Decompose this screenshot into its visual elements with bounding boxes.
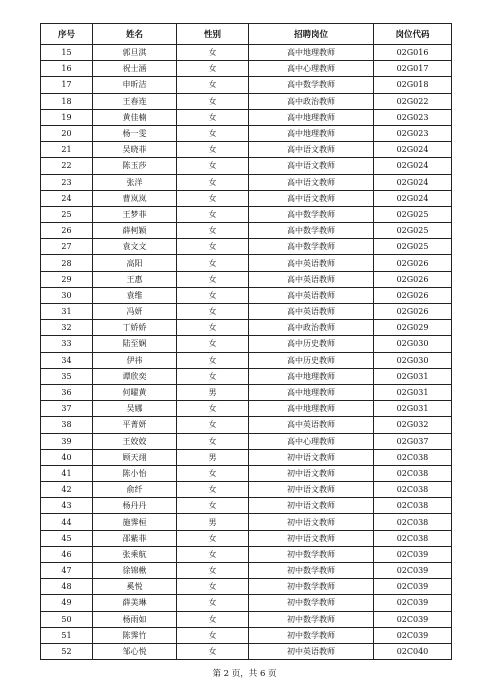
position-name: 初中语文教师 xyxy=(249,482,374,498)
position-name: 初中数学教师 xyxy=(249,563,374,579)
candidate-gender: 女 xyxy=(177,304,249,320)
position-name: 高中英语教师 xyxy=(249,255,374,271)
table-row xyxy=(41,384,452,400)
position-code: 02G022 xyxy=(374,93,452,109)
candidate-gender: 女 xyxy=(177,643,249,659)
position-code: 02G026 xyxy=(374,271,452,287)
table-row xyxy=(41,223,452,239)
table-row xyxy=(41,93,452,109)
candidate-name: 冯妍 xyxy=(93,304,177,320)
position-code: 02C038 xyxy=(374,449,452,465)
header-index: 序号 xyxy=(41,24,93,45)
candidate-name: 吴娜 xyxy=(93,401,177,417)
candidate-name: 王梦菲 xyxy=(93,206,177,222)
table-row xyxy=(41,271,452,287)
position-name: 高中英语教师 xyxy=(249,304,374,320)
position-code: 02C039 xyxy=(374,595,452,611)
candidate-name: 袁文文 xyxy=(93,239,177,255)
candidate-gender: 女 xyxy=(177,158,249,174)
row-index: 33 xyxy=(41,336,93,352)
position-code: 02G029 xyxy=(374,320,452,336)
position-code: 02G031 xyxy=(374,384,452,400)
table-row xyxy=(41,368,452,384)
row-index: 27 xyxy=(41,239,93,255)
row-index: 47 xyxy=(41,563,93,579)
table-row xyxy=(41,45,452,61)
row-index: 36 xyxy=(41,384,93,400)
row-index: 25 xyxy=(41,206,93,222)
candidate-name: 平菁妍 xyxy=(93,417,177,433)
row-index: 51 xyxy=(41,627,93,643)
position-name: 初中数学教师 xyxy=(249,595,374,611)
header-name: 姓名 xyxy=(93,24,177,45)
candidate-name: 王姣姣 xyxy=(93,433,177,449)
table-row xyxy=(41,61,452,77)
candidate-gender: 女 xyxy=(177,417,249,433)
position-name: 高中地理教师 xyxy=(249,401,374,417)
position-name: 初中数学教师 xyxy=(249,627,374,643)
candidate-name: 陈玉莎 xyxy=(93,158,177,174)
position-code: 02C039 xyxy=(374,627,452,643)
row-index: 32 xyxy=(41,320,93,336)
candidate-name: 陈霁竹 xyxy=(93,627,177,643)
position-name: 高中政治教师 xyxy=(249,93,374,109)
table-row xyxy=(41,125,452,141)
row-index: 19 xyxy=(41,109,93,125)
candidate-name: 吴晓菲 xyxy=(93,142,177,158)
row-index: 17 xyxy=(41,77,93,93)
candidate-gender: 女 xyxy=(177,563,249,579)
table-row xyxy=(41,417,452,433)
candidate-name: 高阳 xyxy=(93,255,177,271)
candidate-name: 张乘航 xyxy=(93,546,177,562)
position-name: 高中英语教师 xyxy=(249,287,374,303)
candidate-name: 袁维 xyxy=(93,287,177,303)
position-code: 02G023 xyxy=(374,109,452,125)
row-index: 24 xyxy=(41,190,93,206)
row-index: 46 xyxy=(41,546,93,562)
position-name: 高中地理教师 xyxy=(249,45,374,61)
position-name: 高中政治教师 xyxy=(249,320,374,336)
candidate-name: 陈小怡 xyxy=(93,465,177,481)
position-name: 初中数学教师 xyxy=(249,546,374,562)
candidate-gender: 女 xyxy=(177,465,249,481)
position-name: 高中心理教师 xyxy=(249,433,374,449)
table-row xyxy=(41,352,452,368)
row-index: 38 xyxy=(41,417,93,433)
table-row xyxy=(41,206,452,222)
position-code: 02G018 xyxy=(374,77,452,93)
position-code: 02C039 xyxy=(374,546,452,562)
row-index: 50 xyxy=(41,611,93,627)
position-name: 高中数学教师 xyxy=(249,239,374,255)
candidate-name: 黄佳楠 xyxy=(93,109,177,125)
position-code: 02G025 xyxy=(374,239,452,255)
candidate-gender: 女 xyxy=(177,125,249,141)
position-code: 02C040 xyxy=(374,643,452,659)
table-row xyxy=(41,336,452,352)
candidate-gender: 女 xyxy=(177,546,249,562)
position-code: 02G037 xyxy=(374,433,452,449)
position-name: 高中语文教师 xyxy=(249,158,374,174)
candidate-name: 奚悦 xyxy=(93,579,177,595)
row-index: 29 xyxy=(41,271,93,287)
position-code: 02C039 xyxy=(374,563,452,579)
row-index: 34 xyxy=(41,352,93,368)
row-index: 37 xyxy=(41,401,93,417)
candidate-name: 杨一雯 xyxy=(93,125,177,141)
candidate-name: 谭欣奕 xyxy=(93,368,177,384)
position-code: 02G024 xyxy=(374,190,452,206)
candidate-gender: 女 xyxy=(177,174,249,190)
position-code: 02G023 xyxy=(374,125,452,141)
position-code: 02G016 xyxy=(374,45,452,61)
candidate-name: 俞纤 xyxy=(93,482,177,498)
candidate-name: 杨丹丹 xyxy=(93,498,177,514)
header-position: 招聘岗位 xyxy=(249,24,374,45)
candidate-gender: 女 xyxy=(177,206,249,222)
row-index: 26 xyxy=(41,223,93,239)
position-code: 02G025 xyxy=(374,223,452,239)
table-row xyxy=(41,433,452,449)
position-code: 02G031 xyxy=(374,368,452,384)
table-row xyxy=(41,449,452,465)
position-code: 02C038 xyxy=(374,465,452,481)
table-row xyxy=(41,255,452,271)
row-index: 20 xyxy=(41,125,93,141)
candidate-table xyxy=(40,23,452,660)
candidate-name: 何曜黄 xyxy=(93,384,177,400)
position-name: 初中语文教师 xyxy=(249,498,374,514)
position-code: 02C038 xyxy=(374,530,452,546)
candidate-gender: 女 xyxy=(177,368,249,384)
position-name: 高中地理教师 xyxy=(249,384,374,400)
table-row xyxy=(41,627,452,643)
candidate-name: 顾天翊 xyxy=(93,449,177,465)
table-row xyxy=(41,190,452,206)
table-row xyxy=(41,514,452,530)
candidate-gender: 女 xyxy=(177,93,249,109)
position-name: 高中语文教师 xyxy=(249,142,374,158)
row-index: 21 xyxy=(41,142,93,158)
row-index: 42 xyxy=(41,482,93,498)
row-index: 31 xyxy=(41,304,93,320)
row-index: 35 xyxy=(41,368,93,384)
position-code: 02G030 xyxy=(374,336,452,352)
candidate-name: 郭旦淇 xyxy=(93,45,177,61)
position-code: 02G026 xyxy=(374,255,452,271)
candidate-gender: 女 xyxy=(177,320,249,336)
row-index: 28 xyxy=(41,255,93,271)
position-name: 高中历史教师 xyxy=(249,336,374,352)
candidate-gender: 男 xyxy=(177,449,249,465)
position-code: 02G026 xyxy=(374,287,452,303)
row-index: 52 xyxy=(41,643,93,659)
position-code: 02G026 xyxy=(374,304,452,320)
candidate-gender: 女 xyxy=(177,223,249,239)
candidate-name: 王春连 xyxy=(93,93,177,109)
row-index: 40 xyxy=(41,449,93,465)
position-code: 02C038 xyxy=(374,514,452,530)
position-name: 初中语文教师 xyxy=(249,465,374,481)
table-row xyxy=(41,304,452,320)
candidate-gender: 女 xyxy=(177,498,249,514)
table-row xyxy=(41,482,452,498)
position-name: 初中语文教师 xyxy=(249,530,374,546)
position-name: 高中数学教师 xyxy=(249,77,374,93)
row-index: 30 xyxy=(41,287,93,303)
position-code: 02C038 xyxy=(374,482,452,498)
row-index: 39 xyxy=(41,433,93,449)
header-position-code: 岗位代码 xyxy=(374,24,452,45)
position-code: 02G032 xyxy=(374,417,452,433)
position-name: 初中语文教师 xyxy=(249,514,374,530)
position-code: 02C038 xyxy=(374,498,452,514)
table-row xyxy=(41,142,452,158)
candidate-name: 徐锦楸 xyxy=(93,563,177,579)
candidate-gender: 女 xyxy=(177,579,249,595)
candidate-name: 丁娇娇 xyxy=(93,320,177,336)
position-code: 02G024 xyxy=(374,158,452,174)
header-gender: 性别 xyxy=(177,24,249,45)
candidate-gender: 女 xyxy=(177,482,249,498)
candidate-gender: 男 xyxy=(177,384,249,400)
candidate-gender: 男 xyxy=(177,514,249,530)
table-row xyxy=(41,320,452,336)
candidate-name: 曹岚岚 xyxy=(93,190,177,206)
position-code: 02G030 xyxy=(374,352,452,368)
table-row xyxy=(41,579,452,595)
position-code: 02G025 xyxy=(374,206,452,222)
position-code: 02G024 xyxy=(374,142,452,158)
candidate-name: 邹心悦 xyxy=(93,643,177,659)
candidate-gender: 女 xyxy=(177,627,249,643)
row-index: 15 xyxy=(41,45,93,61)
position-name: 初中数学教师 xyxy=(249,579,374,595)
table-row xyxy=(41,77,452,93)
row-index: 45 xyxy=(41,530,93,546)
candidate-gender: 女 xyxy=(177,61,249,77)
page-number: 第 2 页，共 6 页 xyxy=(212,669,277,679)
candidate-name: 伊祎 xyxy=(93,352,177,368)
table-row xyxy=(41,546,452,562)
position-name: 高中地理教师 xyxy=(249,109,374,125)
candidate-name: 申昕洁 xyxy=(93,77,177,93)
candidate-gender: 女 xyxy=(177,401,249,417)
candidate-gender: 女 xyxy=(177,433,249,449)
position-code: 02G017 xyxy=(374,61,452,77)
candidate-gender: 女 xyxy=(177,109,249,125)
row-index: 44 xyxy=(41,514,93,530)
position-name: 初中数学教师 xyxy=(249,611,374,627)
table-row xyxy=(41,643,452,659)
position-name: 高中语文教师 xyxy=(249,174,374,190)
position-name: 高中心理教师 xyxy=(249,61,374,77)
row-index: 22 xyxy=(41,158,93,174)
table-row xyxy=(41,563,452,579)
position-name: 高中语文教师 xyxy=(249,190,374,206)
candidate-name: 薛柯颖 xyxy=(93,223,177,239)
candidate-name: 施霁桓 xyxy=(93,514,177,530)
candidate-gender: 女 xyxy=(177,255,249,271)
position-code: 02G031 xyxy=(374,401,452,417)
position-name: 高中地理教师 xyxy=(249,125,374,141)
position-code: 02C039 xyxy=(374,611,452,627)
position-name: 初中语文教师 xyxy=(249,449,374,465)
candidate-gender: 女 xyxy=(177,77,249,93)
candidate-gender: 女 xyxy=(177,142,249,158)
position-name: 高中数学教师 xyxy=(249,223,374,239)
candidate-name: 邵紫菲 xyxy=(93,530,177,546)
position-name: 初中英语教师 xyxy=(249,643,374,659)
table-row xyxy=(41,595,452,611)
table-row xyxy=(41,530,452,546)
candidate-gender: 女 xyxy=(177,595,249,611)
position-name: 高中英语教师 xyxy=(249,271,374,287)
candidate-name: 祝士涵 xyxy=(93,61,177,77)
candidate-name: 王惠 xyxy=(93,271,177,287)
candidate-gender: 女 xyxy=(177,352,249,368)
position-code: 02C039 xyxy=(374,579,452,595)
position-name: 高中地理教师 xyxy=(249,368,374,384)
candidate-name: 张洋 xyxy=(93,174,177,190)
row-index: 43 xyxy=(41,498,93,514)
position-name: 高中英语教师 xyxy=(249,417,374,433)
row-index: 23 xyxy=(41,174,93,190)
position-name: 高中历史教师 xyxy=(249,352,374,368)
table-row xyxy=(41,611,452,627)
candidate-name: 薛美琳 xyxy=(93,595,177,611)
table-row xyxy=(41,465,452,481)
table-row xyxy=(41,401,452,417)
table-row xyxy=(41,174,452,190)
candidate-gender: 女 xyxy=(177,190,249,206)
candidate-gender: 女 xyxy=(177,530,249,546)
candidate-gender: 女 xyxy=(177,45,249,61)
row-index: 16 xyxy=(41,61,93,77)
candidate-gender: 女 xyxy=(177,336,249,352)
row-index: 41 xyxy=(41,465,93,481)
row-index: 18 xyxy=(41,93,93,109)
position-code: 02G024 xyxy=(374,174,452,190)
row-index: 48 xyxy=(41,579,93,595)
table-row xyxy=(41,158,452,174)
position-name: 高中数学教师 xyxy=(249,206,374,222)
table-row xyxy=(41,239,452,255)
candidate-gender: 女 xyxy=(177,287,249,303)
candidate-gender: 女 xyxy=(177,611,249,627)
candidate-gender: 女 xyxy=(177,271,249,287)
table-row xyxy=(41,498,452,514)
table-body xyxy=(41,45,452,660)
candidate-name: 陆至娴 xyxy=(93,336,177,352)
candidate-name: 杨雨如 xyxy=(93,611,177,627)
candidate-gender: 女 xyxy=(177,239,249,255)
table-row xyxy=(41,287,452,303)
table-row xyxy=(41,109,452,125)
row-index: 49 xyxy=(41,595,93,611)
table-header-row xyxy=(41,24,452,45)
